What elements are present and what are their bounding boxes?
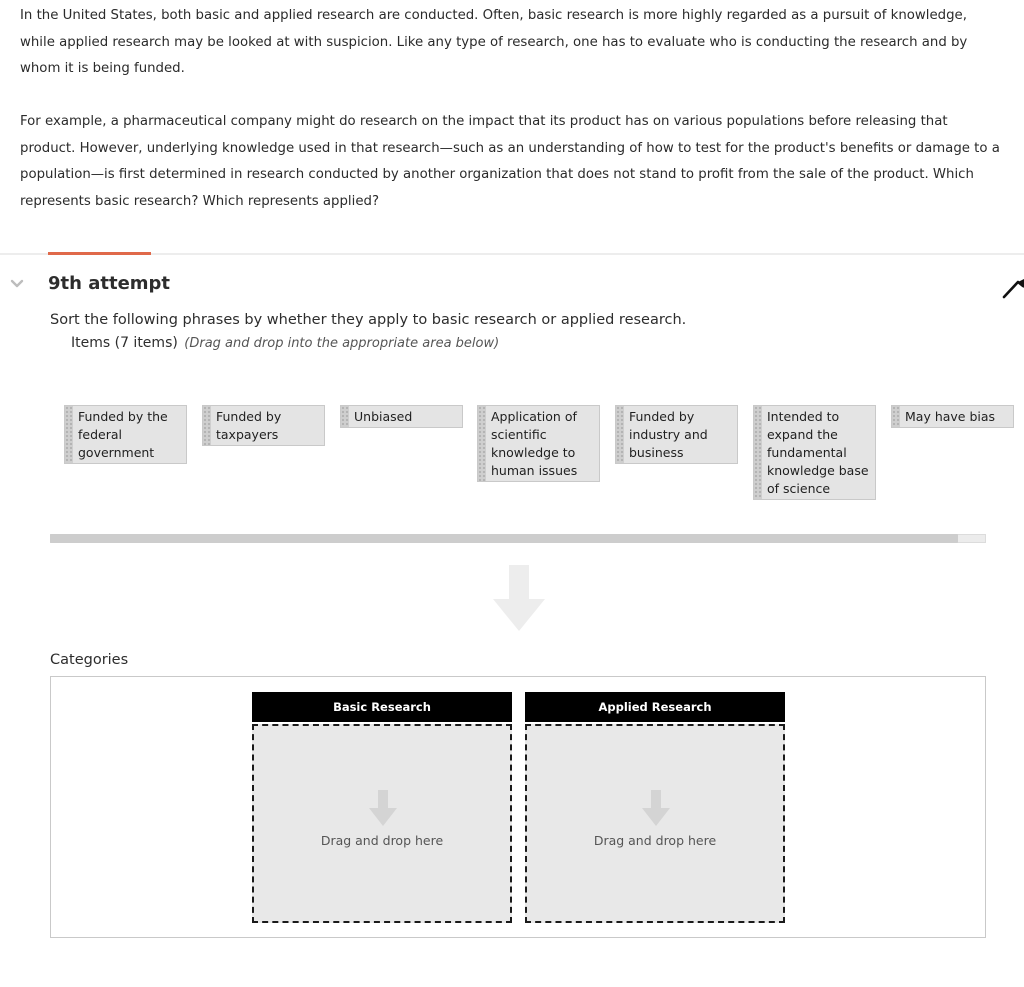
drag-handle-icon[interactable] [341, 406, 349, 427]
drop-zone-text: Drag and drop here [320, 833, 444, 848]
drop-zone-applied[interactable] [525, 724, 785, 923]
item-label: Application of scientific knowledge to human issues [491, 409, 578, 478]
question-instruction: Sort the following phrases by whether they apply to basic research or applied research. [50, 312, 687, 328]
categories-label: Categories [50, 652, 129, 668]
items-heading [71, 335, 499, 351]
draggable-item[interactable] [64, 405, 187, 464]
arrow-down-icon [369, 790, 397, 826]
item-label: May have bias [905, 409, 996, 424]
drag-handle-icon[interactable] [616, 406, 624, 463]
draggable-item[interactable] [477, 405, 600, 482]
item-label: Unbiased [354, 409, 413, 424]
chevron-down-icon[interactable] [10, 278, 24, 290]
category-header-applied: Applied Research [525, 692, 785, 722]
items-hint: (Drag and drop into the appropriate area below) [184, 336, 500, 351]
drag-handle-icon[interactable] [754, 406, 762, 499]
drag-handle-icon[interactable] [65, 406, 73, 463]
drag-handle-icon[interactable] [892, 406, 900, 427]
item-label: Intended to expand the fundamental knowledge base of science [767, 409, 869, 496]
arrow-down-icon [642, 790, 670, 826]
drop-zone-text: Drag and drop here [593, 833, 717, 848]
section-divider [0, 253, 1024, 255]
attempt-title: 9th attempt [48, 273, 171, 294]
passage-paragraph-2: For example, a pharmaceutical company might do research on the impact that its product has on various populations before releasing that product. However, underlying knowledge used in that research—such as an understanding of how to test for the product's benefits or damage to a population—is first determined in research conducted by another organization that does not stand to profit from the sale of the product. Which represents basic research? Which represents applied? [20, 114, 1000, 209]
item-label: Funded by the federal government [78, 409, 168, 460]
categories-container [50, 676, 986, 938]
passage-paragraph-1: In the United States, both basic and applied research are conducted. Often, basic research is more highly regarded as a pursuit of knowledge, while applied research may be looked at with suspicion. Like any type of research, one has to evaluate who is conducting the research and by whom it is being funded. [20, 8, 968, 76]
draggable-item[interactable] [615, 405, 738, 464]
items-scrollbar-thumb[interactable] [50, 534, 958, 543]
items-pool [50, 395, 996, 515]
drag-handle-icon[interactable] [203, 406, 211, 445]
pencil-icon[interactable] [1000, 272, 1024, 300]
category-header-basic: Basic Research [252, 692, 512, 722]
attempt-tab-indicator [48, 252, 151, 255]
items-count: Items (7 items) [71, 335, 178, 351]
arrow-down-icon [493, 565, 545, 631]
draggable-item[interactable] [202, 405, 325, 446]
draggable-item[interactable] [753, 405, 876, 500]
draggable-item[interactable] [340, 405, 463, 428]
draggable-item[interactable] [891, 405, 1014, 428]
drop-zone-basic[interactable] [252, 724, 512, 923]
drag-handle-icon[interactable] [478, 406, 486, 481]
item-label: Funded by industry and business [629, 409, 708, 460]
item-label: Funded by taxpayers [216, 409, 282, 442]
